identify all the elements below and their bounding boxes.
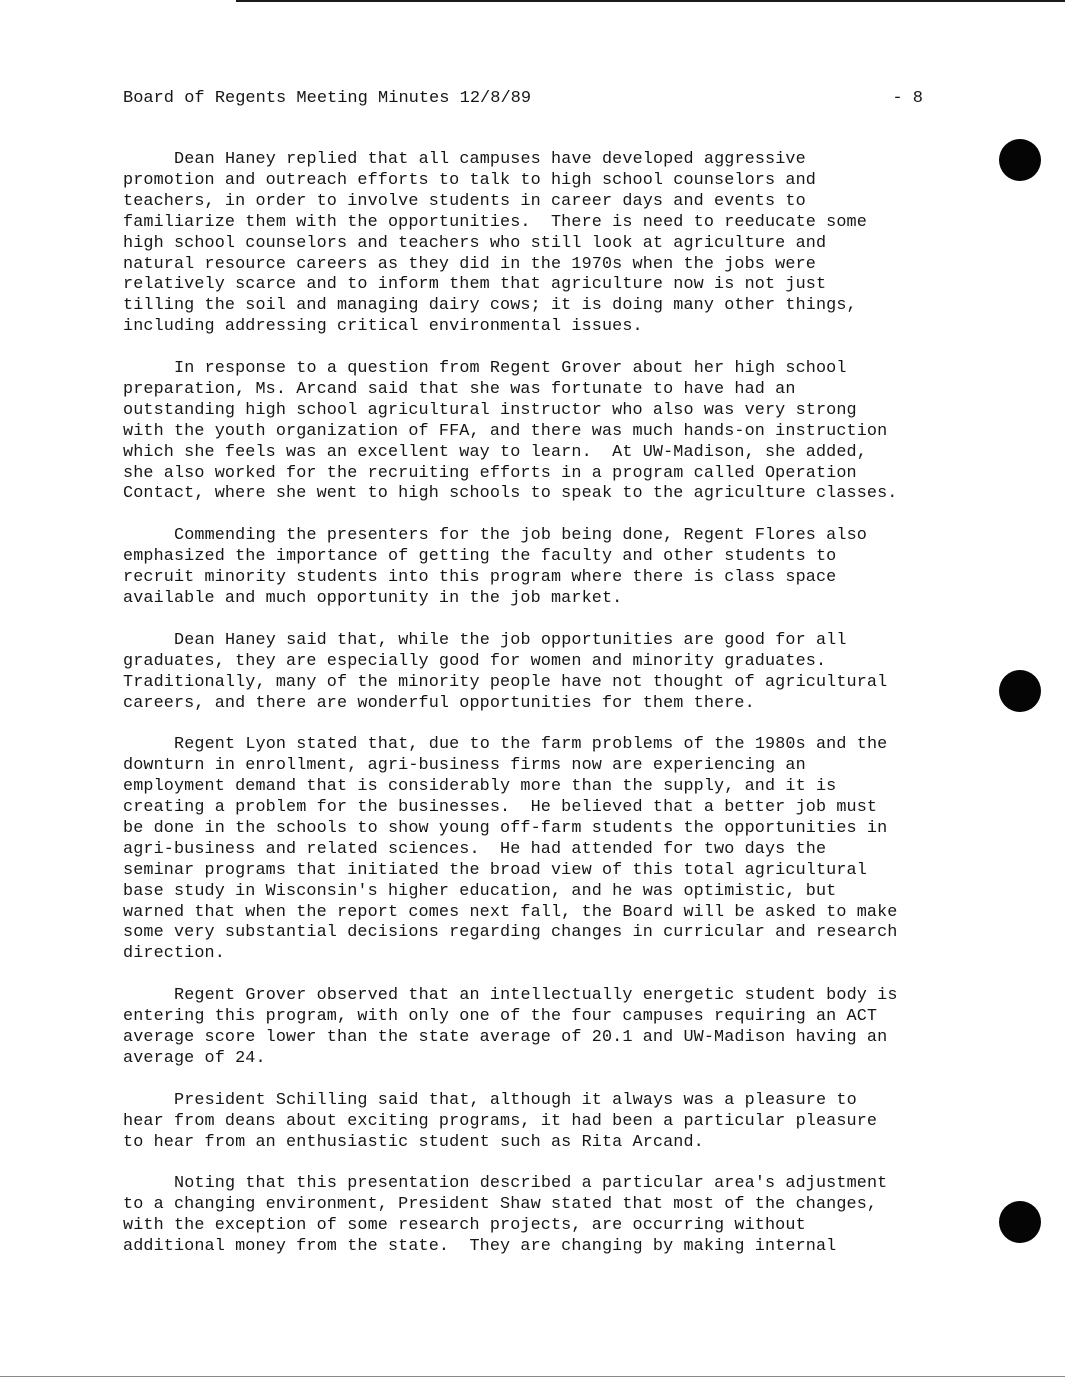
paragraph-lyon-agribusiness <box>123 735 928 965</box>
text-line: average of 24. <box>123 1048 266 1068</box>
text-line: outstanding high school agricultural instructor who also was very strong <box>123 400 857 420</box>
text-line: Commending the presenters for the job being done, Regent Flores also <box>174 526 867 546</box>
bottom-scan-edge <box>0 1376 1065 1377</box>
text-line: employment demand that is considerably more than the supply, and it is <box>123 777 837 797</box>
text-line: she also worked for the recruiting efforts in a program called Operation <box>123 463 857 483</box>
text-line: downturn in enrollment, agri-business firms now are experiencing an <box>123 756 806 776</box>
punch-hole-middle <box>999 670 1041 712</box>
text-line: careers, and there are wonderful opportunities for them there. <box>123 693 755 713</box>
text-line: emphasized the importance of getting the faculty and other students to <box>123 547 837 567</box>
text-line: Dean Haney said that, while the job opportunities are good for all <box>174 630 847 650</box>
text-line: including addressing critical environmental issues. <box>123 317 643 337</box>
text-line: President Schilling said that, although it always was a pleasure to <box>174 1090 857 1110</box>
punch-hole-top <box>999 139 1041 181</box>
text-line: average score lower than the state average of 20.1 and UW-Madison having an <box>123 1027 888 1047</box>
text-line: graduates, they are especially good for women and minority graduates. <box>123 651 827 671</box>
text-line: to hear from an enthusiastic student such as Rita Arcand. <box>123 1132 704 1152</box>
text-line: direction. <box>123 944 225 964</box>
text-line: In response to a question from Regent Grover about her high school <box>174 359 847 379</box>
text-line: some very substantial decisions regarding changes in curricular and research <box>123 923 898 943</box>
page-number: - 8 <box>892 89 923 108</box>
text-line: warned that when the report comes next fall, the Board will be asked to make <box>123 902 898 922</box>
text-line: hear from deans about exciting programs, it had been a particular pleasure <box>123 1111 878 1131</box>
text-line: natural resource careers as they did in the 1970s when the jobs were <box>123 254 816 274</box>
paragraph-shaw-changes <box>123 1174 928 1258</box>
text-line: additional money from the state. They are changing by making internal <box>123 1237 837 1257</box>
paragraph-schilling-remarks <box>123 1091 928 1154</box>
text-line: Contact, where she went to high schools to speak to the agriculture classes. <box>123 484 898 504</box>
text-line: to a changing environment, President Shaw stated that most of the changes, <box>123 1195 878 1215</box>
text-line: with the youth organization of FFA, and there was much hands-on instruction <box>123 421 888 441</box>
text-line: base study in Wisconsin's higher education, and he was optimistic, but <box>123 881 837 901</box>
top-scan-edge <box>236 0 1065 2</box>
text-line: seminar programs that initiated the broad view of this total agricultural <box>123 860 867 880</box>
text-line: available and much opportunity in the job market. <box>123 589 623 608</box>
minutes-body <box>123 150 928 1279</box>
text-line: tilling the soil and managing dairy cows; it is doing many other things, <box>123 296 857 316</box>
text-line: Noting that this presentation described a particular area's adjustment <box>174 1174 888 1194</box>
document-title: Board of Regents Meeting Minutes 12/8/89 <box>123 89 532 108</box>
paragraph-arcand-preparation <box>123 359 928 505</box>
paragraph-haney-outreach <box>123 150 928 338</box>
text-line: Regent Lyon stated that, due to the farm problems of the 1980s and the <box>174 735 888 755</box>
text-line: with the exception of some research projects, are occurring without <box>123 1216 806 1236</box>
text-line: agri-business and related sciences. He had attended for two days the <box>123 839 827 859</box>
text-line: Traditionally, many of the minority people have not thought of agricultural <box>123 672 888 692</box>
paragraph-flores-recruitment <box>123 526 928 610</box>
text-line: entering this program, with only one of the four campuses requiring an ACT <box>123 1007 878 1027</box>
text-line: teachers, in order to involve students in career days and events to <box>123 191 806 211</box>
text-line: creating a problem for the businesses. He believed that a better job must <box>123 798 878 818</box>
page-header <box>123 88 923 110</box>
paragraph-haney-opportunities <box>123 631 928 715</box>
text-line: Regent Grover observed that an intellectually energetic student body is <box>174 986 898 1006</box>
text-line: which she feels was an excellent way to learn. At UW-Madison, she added, <box>123 442 867 462</box>
text-line: promotion and outreach efforts to talk to high school counselors and <box>123 170 816 190</box>
text-line: be done in the schools to show young off-farm students the opportunities in <box>123 818 888 838</box>
punch-hole-bottom <box>999 1201 1041 1243</box>
text-line: Dean Haney replied that all campuses have developed aggressive <box>174 150 806 169</box>
text-line: familiarize them with the opportunities. There is need to reeducate some <box>123 212 867 232</box>
text-line: preparation, Ms. Arcand said that she was fortunate to have had an <box>123 379 796 399</box>
text-line: relatively scarce and to inform them that agriculture now is not just <box>123 275 827 295</box>
text-line: high school counselors and teachers who still look at agriculture and <box>123 233 827 253</box>
text-line: recruit minority students into this program where there is class space <box>123 568 837 588</box>
paragraph-grover-students <box>123 986 928 1070</box>
